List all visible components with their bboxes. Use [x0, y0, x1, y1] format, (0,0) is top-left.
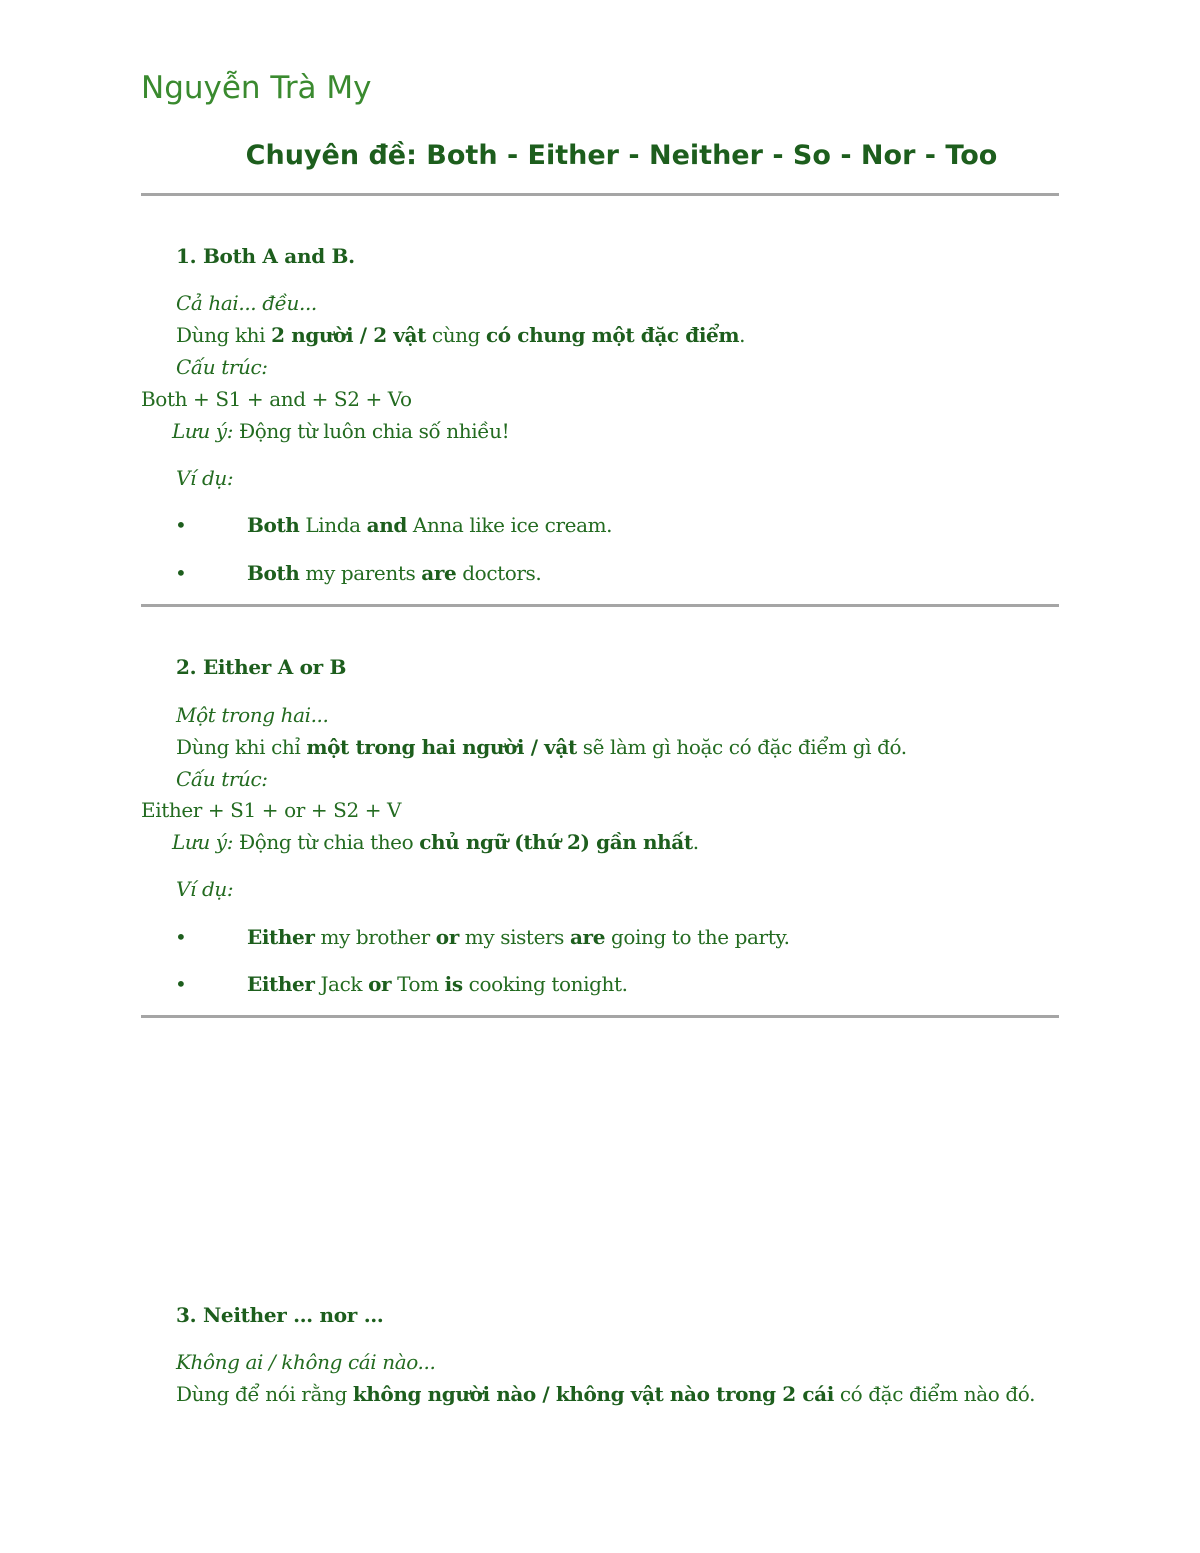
section-1-formula: Both + S1 + and + S2 + Vo: [141, 387, 412, 411]
section-1-usage: Dùng khi 2 người / 2 vật cùng có chung một đặc điểm.: [176, 323, 746, 347]
section-2-usage: Dùng khi chỉ một trong hai người / vật sẽ làm gì hoặc có đặc điểm gì đó.: [176, 735, 907, 759]
section-2-example-label: Ví dụ:: [176, 877, 234, 901]
section-1-meaning: Cả hai... đều...: [176, 291, 317, 315]
section-1-example-2: Both my parents are doctors.: [247, 561, 542, 585]
author-name: Nguyễn Trà My: [141, 70, 372, 106]
section-2-note: Lưu ý: Động từ chia theo chủ ngữ (thứ 2) gần nhất.: [172, 830, 699, 854]
section-1-example-1: Both Linda and Anna like ice cream.: [247, 513, 613, 537]
section-2-heading: 2. Either A or B: [176, 655, 347, 679]
section-divider: [141, 604, 1059, 607]
section-1-heading: 1. Both A and B.: [176, 244, 355, 268]
section-2-formula: Either + S1 + or + S2 + V: [141, 798, 402, 822]
title-divider: [141, 193, 1059, 196]
section-2-example-1: Either my brother or my sisters are going to the party.: [247, 925, 790, 949]
section-1-structure-label: Cấu trúc:: [176, 355, 268, 379]
section-1-note: Lưu ý: Động từ luôn chia số nhiều!: [172, 419, 510, 443]
bullet-icon: •: [175, 561, 187, 585]
section-2-example-2: Either Jack or Tom is cooking tonight.: [247, 972, 628, 996]
section-3-usage: Dùng để nói rằng không người nào / không vật nào trong 2 cái có đặc điểm nào đó.: [176, 1382, 1036, 1406]
section-3-meaning: Không ai / không cái nào...: [176, 1350, 436, 1374]
bullet-icon: •: [175, 925, 187, 949]
page-title: Chuyên đề: Both - Either - Neither - So - Nor - Too: [245, 140, 998, 171]
section-divider: [141, 1015, 1059, 1018]
bullet-icon: •: [175, 972, 187, 996]
bullet-icon: •: [175, 513, 187, 537]
section-2-structure-label: Cấu trúc:: [176, 767, 268, 791]
section-1-example-label: Ví dụ:: [176, 466, 234, 490]
section-3-heading: 3. Neither … nor …: [176, 1303, 384, 1327]
section-2-meaning: Một trong hai...: [176, 703, 329, 727]
